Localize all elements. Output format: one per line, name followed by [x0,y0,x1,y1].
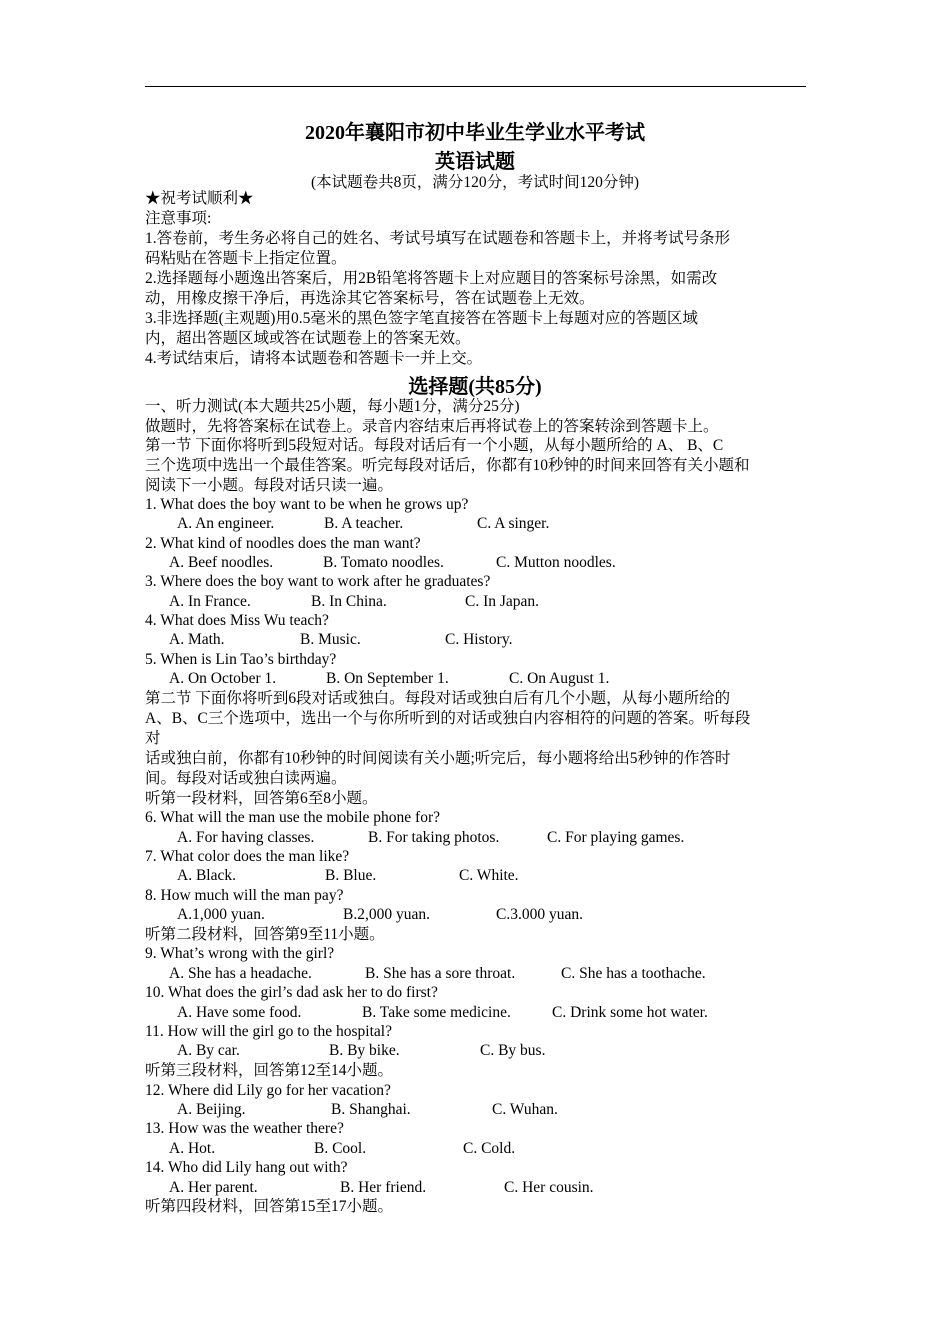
option-b: B. Her friend. [340,1179,427,1196]
option-b: B. Take some medicine. [362,1004,511,1021]
notice-line: 码粘贴在答题卡上指定位置。 [145,250,347,267]
option-b: B. By bike. [329,1042,400,1059]
option-a: A. Hot. [169,1140,216,1157]
notice-line: 4.考试结束后，请将本试题卷和答题卡一并上交。 [145,350,483,367]
option-b: B. On September 1. [326,670,449,687]
option-b: B. She has a sore throat. [365,965,516,982]
option-a: A. An engineer. [177,515,275,532]
option-c: C. Cold. [463,1140,516,1157]
section2-line: 第二节 下面你将听到6段对话或独白。每段对话或独白后有几个小题，从每小题所给的 [145,690,731,707]
option-b: B. Music. [300,631,361,648]
exam-note: (本试题卷共8页，满分120分，考试时间120分钟) [310,174,640,191]
option-a: A. Math. [169,631,225,648]
material-heading: 听第四段材料，回答第15至17小题。 [145,1198,394,1215]
option-a: A. For having classes. [177,829,315,846]
option-b: B. For taking photos. [368,829,500,846]
option-c: C. White. [459,867,519,884]
exam-subject: 英语试题 [435,151,515,173]
option-a: A.1,000 yuan. [177,906,265,923]
material-heading: 听第三段材料，回答第12至14小题。 [145,1062,394,1079]
notice-line: 1.答卷前，考生务必将自己的姓名、考试号填写在试题卷和答题卡上，并将考试号条形 [145,230,731,247]
option-b: B. A teacher. [324,515,404,532]
option-a: A. By car. [177,1042,240,1059]
option-b: B. Cool. [314,1140,367,1157]
question-stem: 11. How will the girl go to the hospital? [145,1023,392,1040]
option-b: B. Blue. [325,867,377,884]
material-heading: 听第二段材料，回答第9至11小题。 [145,926,385,943]
option-a: A. On October 1. [169,670,277,687]
section2-line: 话或独白前，你都有10秒钟的时间阅读有关小题;听完后，每小题将给出5秒钟的作答时 [145,750,731,767]
notice-title: 注意事项: [145,210,212,227]
option-b: B.2,000 yuan. [343,906,430,923]
question-stem: 8. How much will the man pay? [145,887,344,904]
part-heading: 一、听力测试(本大题共25小题，每小题1分，满分25分) [145,398,520,415]
section1-line: 第一节 下面你将听到5段短对话。每段对话后有一个小题，从每小题所给的 A、 B、C [145,437,724,454]
section2-line: 对 [145,730,161,747]
notice-line: 内，超出答题区域或答在试题卷上的答案无效。 [145,330,471,347]
option-c: C. Her cousin. [504,1179,594,1196]
question-stem: 4. What does Miss Wu teach? [145,612,329,629]
option-b: B. Tomato noodles. [323,554,444,571]
section-title: 选择题(共85分) [408,376,542,398]
section1-line: 阅读下一小题。每段对话只读一遍。 [145,477,394,494]
option-c: C. She has a toothache. [561,965,706,982]
question-stem: 3. Where does the boy want to work after he graduates? [145,573,491,590]
question-stem: 5. When is Lin Tao’s birthday? [145,651,337,668]
material-heading: 听第一段材料，回答第6至8小题。 [145,790,378,807]
question-stem: 13. How was the weather there? [145,1120,344,1137]
option-a: A. Black. [177,867,236,884]
option-c: C.3.000 yuan. [496,906,583,923]
option-a: A. She has a headache. [169,965,312,982]
question-stem: 14. Who did Lily hang out with? [145,1159,348,1176]
option-a: A. Beijing. [177,1101,246,1118]
notice-line: 2.选择题每小题逸出答案后，用2B铅笔将答题卡上对应题目的答案标号涂黑，如需改 [145,270,718,287]
option-b: B. In China. [311,593,387,610]
notice-line: 动，用橡皮擦干净后，再选涂其它答案标号，答在试题卷上无效。 [145,290,595,307]
option-a: A. In France. [169,593,251,610]
option-c: C. For playing games. [547,829,685,846]
question-stem: 1. What does the boy want to be when he grows up? [145,496,469,513]
option-a: A. Her parent. [169,1179,258,1196]
section2-line: A、B、C三个选项中，选出一个与你所听到的对话或独白内容相符的问题的答案。听每段 [145,710,751,727]
question-stem: 2. What kind of noodles does the man want? [145,535,421,552]
notice-line: 3.非选择题(主观题)用0.5毫米的黑色签字笔直接答在答题卡上每题对应的答题区域 [145,310,698,327]
part-instruction: 做题时，先将答案标在试卷上。录音内容结束后再将试卷上的答案转涂到答题卡上。 [145,418,719,435]
option-a: A. Beef noodles. [169,554,274,571]
option-c: C. By bus. [480,1042,546,1059]
question-stem: 9. What’s wrong with the girl? [145,945,335,962]
top-rule [145,86,806,87]
question-stem: 7. What color does the man like? [145,848,350,865]
option-c: C. Wuhan. [492,1101,558,1118]
wish-line: ★祝考试顺利★ [145,190,254,207]
question-stem: 6. What will the man use the mobile phone for? [145,809,440,826]
option-c: C. Mutton noodles. [496,554,616,571]
question-stem: 10. What does the girl’s dad ask her to do first? [145,984,438,1001]
question-stem: 12. Where did Lily go for her vacation? [145,1082,391,1099]
option-c: C. In Japan. [465,593,540,610]
option-c: C. A singer. [477,515,550,532]
section1-line: 三个选项中选出一个最佳答案。听完每段对话后，你都有10秒钟的时间来回答有关小题和 [145,457,750,474]
option-b: B. Shanghai. [331,1101,411,1118]
option-c: C. Drink some hot water. [552,1004,708,1021]
option-a: A. Have some food. [177,1004,302,1021]
option-c: C. History. [445,631,513,648]
section2-line: 间。每段对话或独白读两遍。 [145,770,347,787]
option-c: C. On August 1. [509,670,610,687]
exam-title: 2020年襄阳市初中毕业生学业水平考试 [305,122,645,144]
